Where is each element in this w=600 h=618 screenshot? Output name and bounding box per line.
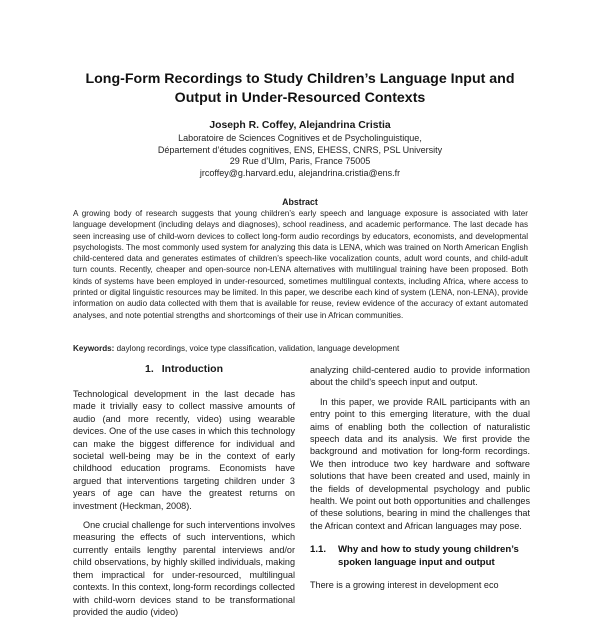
subsection-heading: [310, 544, 530, 569]
paragraph: analyzing child-centered audio to provide information about the child’s speech input and output.: [310, 365, 530, 388]
paragraph: One crucial challenge for such interventions involves measuring the effects of such interventions, which currently entails lengthy parental interviews and/or child observations, by highly skilled individuals, making them impractical for under-resourced, multilingual contexts. In this context, long-form recordings collected with child-worn devices stand to be transformational provided the audio (video): [73, 520, 295, 617]
abstract-body: A growing body of research suggests that young children’s early speech and language exposure is associated with later language development (including delays and diagnoses), school readiness, and academic performance. The last decade has seen increasing use of child-worn devices to collect long-form audio recordings by educators, economists, and developmental psychologists. The most commonly used system for analyzing this data is LENA, which was trained on North American English child-centered data and generates estimates of children’s speech-like vocalization counts, adult word counts, and child-adult turn counts. Recently, cheaper and open-source non-LENA alternatives with multilingual training have been proposed. Both kinds of systems have been employed in under-resourced, sometimes multilingual contexts, including Africa, where access to printed or digital linguistic resources may be limited. In this paper, we describe each kind of system (LENA, non-LENA), provide information on audio data collected with them that is available for reuse, review evidence of the accuracy of extant automated analyses, and note potential strengths and shortcomings of their use in African communities.: [73, 209, 528, 320]
author-emails: jrcoffey@g.harvard.edu, alejandrina.cristia@ens.fr: [199, 167, 401, 178]
left-column: [73, 362, 295, 618]
paragraph: In this paper, we provide RAIL participants with an entry point to this emerging literature, with the dual aims of enabling both the collection of naturalistic speech data and its analysis. We first provide the background and motivation for long-form recordings. We then introduce two key hardware and software solutions that have been created and used, mainly in the fields of developmental psychology and public health. We point out both opportunities and challenges of these solutions, bearing in mind the challenges that the African context and African languages may pose.: [310, 396, 530, 531]
section-number: 1.: [144, 363, 154, 375]
affiliation-line: Laboratoire de Sciences Cognitives et de Psycholinguistique,: [178, 133, 422, 143]
paragraph: Technological development in the last decade has made it trivially easy to collect massive amounts of audio (and more recently, video) using wearable devices. One of the use cases in which this technology can make the biggest difference for individual and societal well-being may be in the context of early childhood education programs. Economists have argued that interventions targeting children under 3 years of age can have the greatest returns on investment (Heckman, 2008).: [73, 389, 295, 511]
paper-title: [60, 70, 540, 108]
title-line-2: Output in Under-Resourced Contexts: [174, 90, 426, 106]
keywords-label: Keywords:: [73, 344, 115, 353]
author-names: Joseph R. Coffey, Alejandrina Cristia: [209, 120, 391, 131]
keywords-text: daylong recordings, voice type classification, validation, language development: [116, 344, 400, 353]
subsection-number: 1.1.: [310, 544, 327, 556]
subsection-title: Why and how to study young children’s spoken language input and output: [338, 544, 519, 568]
affiliation-line: 29 Rue d’Ulm, Paris, France 75005: [229, 156, 371, 167]
section-title: Introduction: [161, 363, 223, 375]
abstract-heading: Abstract: [282, 197, 318, 207]
section-heading-introduction: [73, 362, 295, 376]
keywords-line: [73, 343, 528, 354]
title-line-1: Long-Form Recordings to Study Children’s Language Input and: [85, 71, 515, 87]
paragraph: There is a growing interest in development eco: [310, 580, 499, 591]
affiliation-block: [60, 133, 540, 179]
affiliation-line: Département d’études cognitives, ENS, EHESS, CNRS, PSL University: [157, 144, 443, 155]
right-column: [310, 364, 530, 591]
